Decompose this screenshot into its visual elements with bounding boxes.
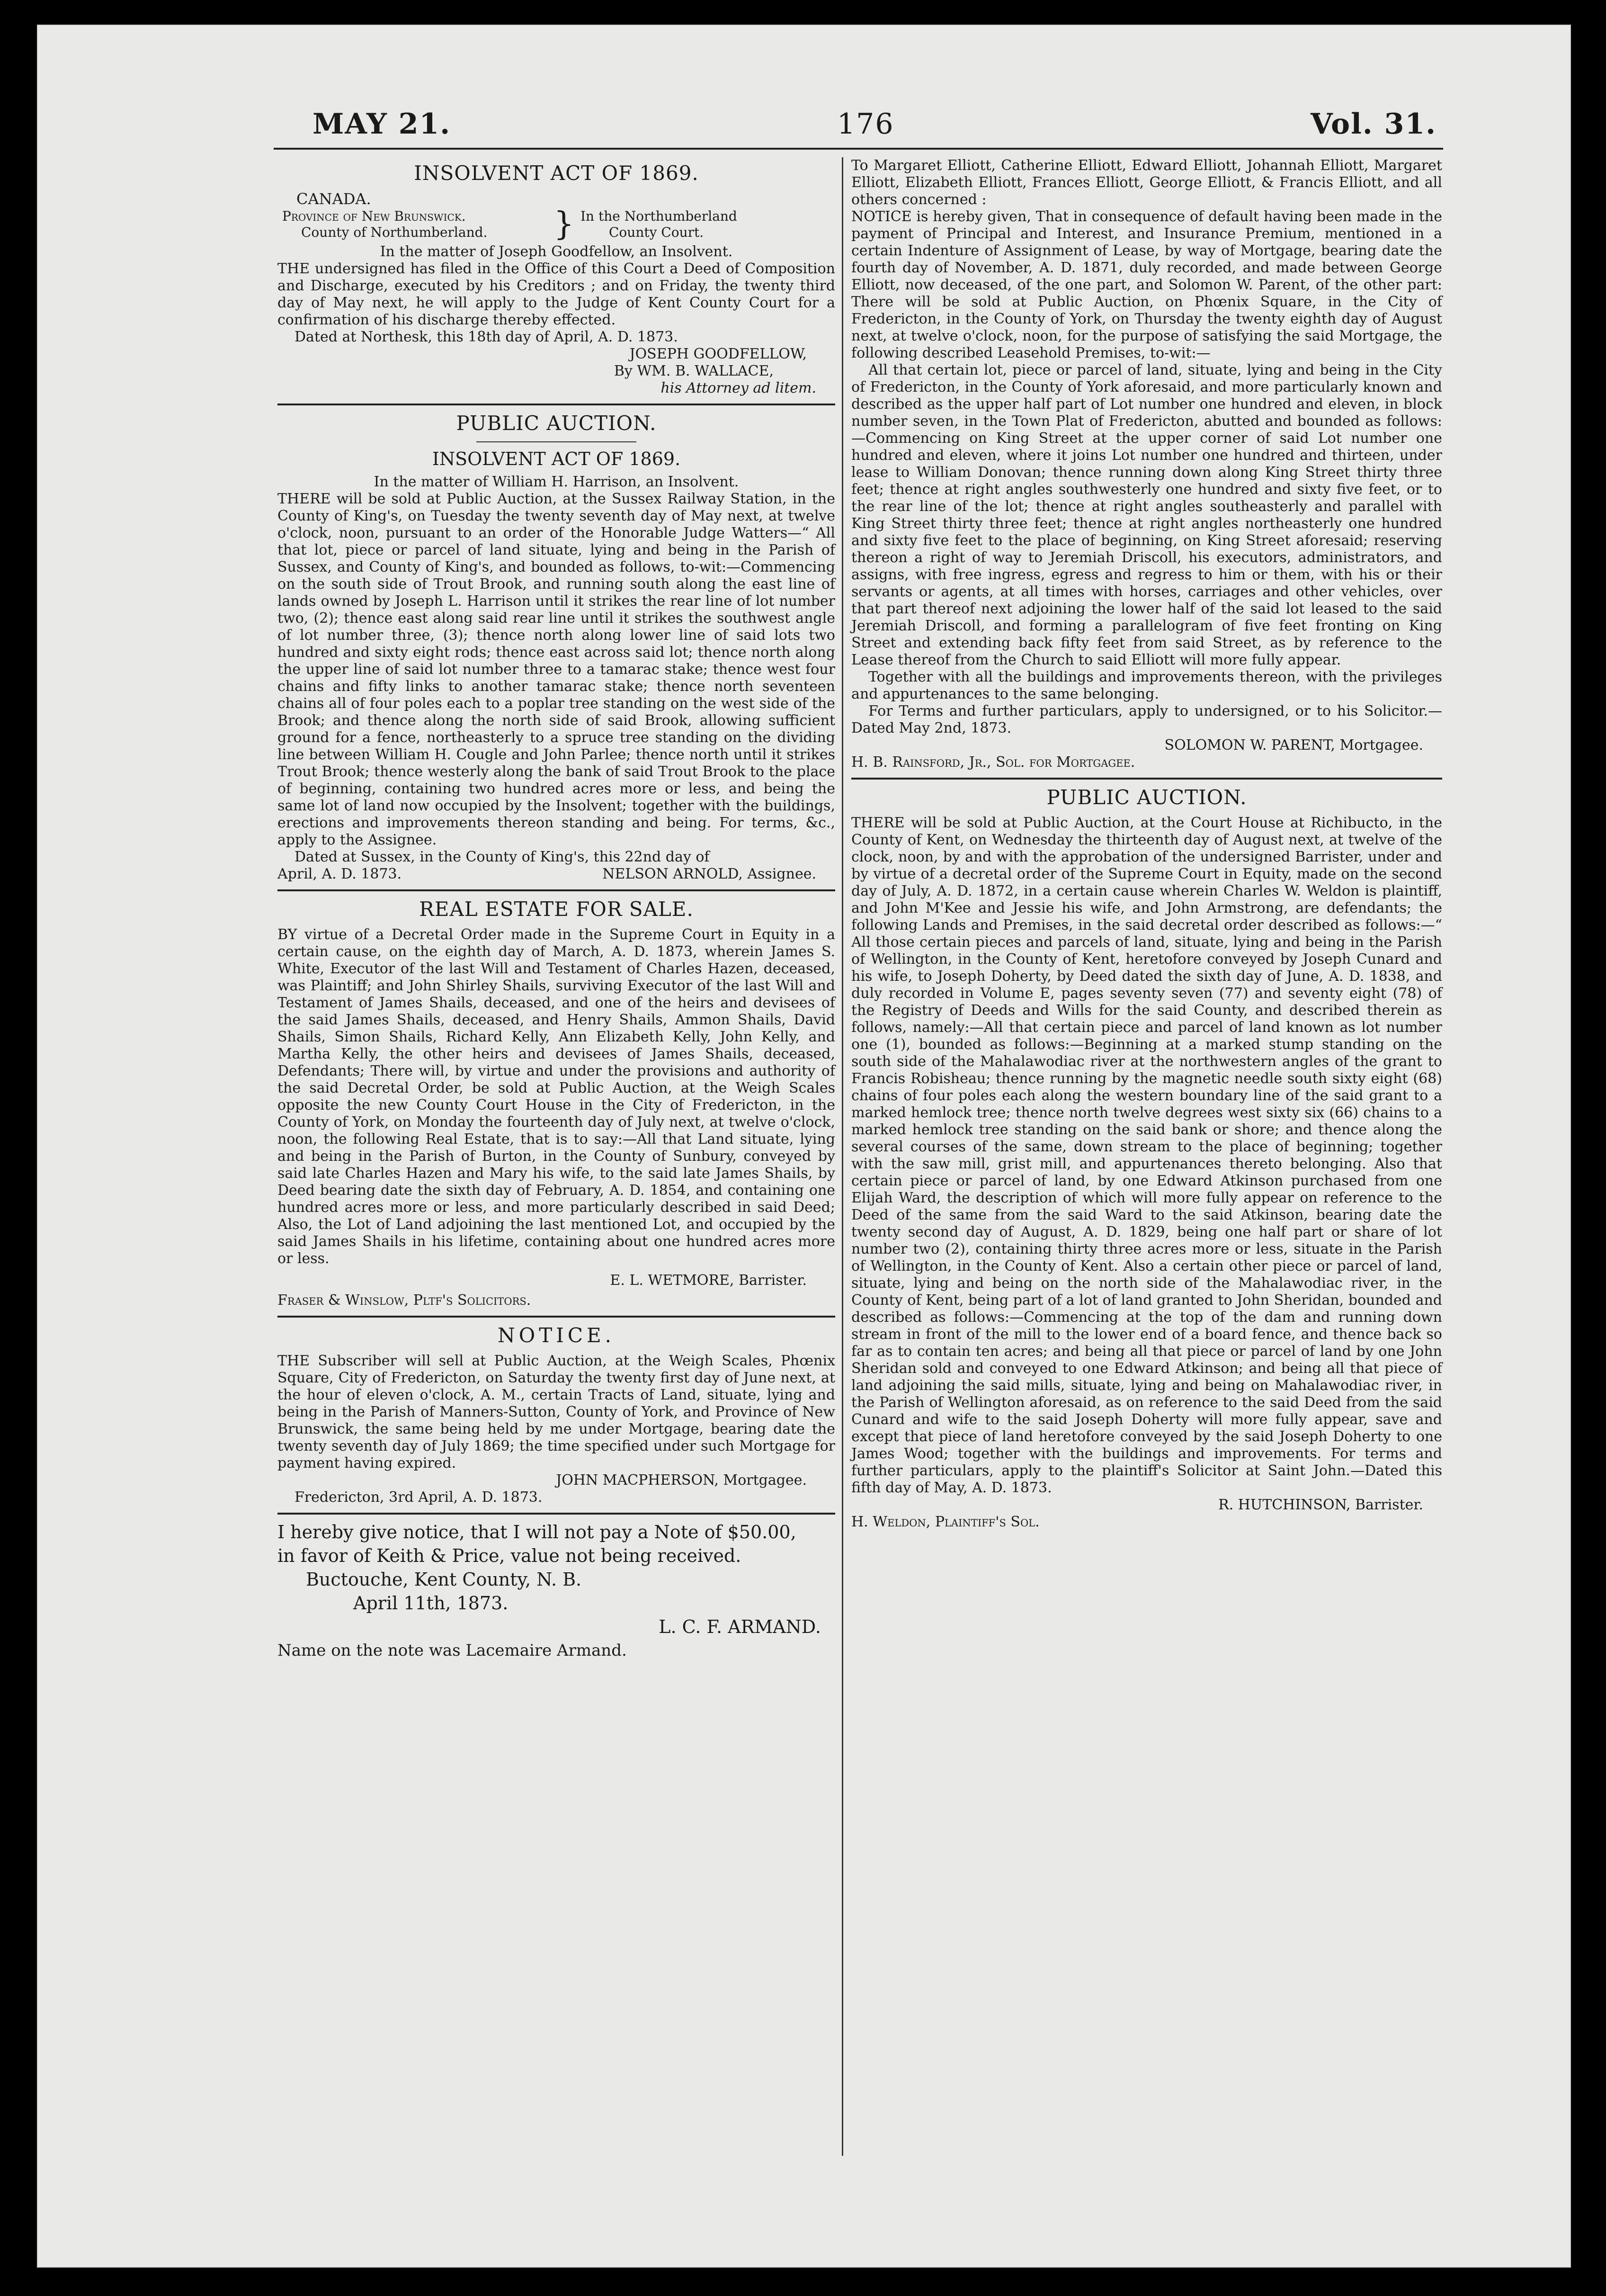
court-name: In the Northumberland [580,208,737,224]
barrister-signature: R. HUTCHINSON, Barrister. [1218,1497,1423,1513]
notice-body: NOTICE is hereby given, That in consequence of default having been made in the payment of Principal and Interest, and Insurance Premium, mentioned in a certain Indenture of Assignment of Lease, by way of Mortgage, bearing date the fourth day of November, A. D. 1871, duly recorded, and made between George Elliott, now deceased, of the one part, and Solomon W. Parent, of the other part: There will be sold at Public Auction, on Phœnix Square, in the City of Fredericton, in the County of York, on Thursday the twenty eighth day of August next, at twelve o'clock, noon, for the purpose of satisfying the said Mortgage, the following described Leasehold Premises, to-wit:— [851,208,1442,361]
court-type: County Court. [609,224,704,240]
page-number: 176 [837,108,894,141]
assignee-signature: NELSON ARNOLD, Assignee. [602,866,816,882]
left-column [277,157,835,1662]
jurisdiction-block [277,208,835,241]
section-rule [277,1316,835,1318]
notice-auction-harrison [277,411,835,883]
jurisdiction-province: Province of New Brunswick. [282,208,466,224]
notice-macpherson [277,1323,835,1506]
title-underline [476,441,636,442]
note-name-line: Name on the note was Lacemaire Armand. [277,1641,627,1660]
section-rule [277,1513,835,1515]
notice-date: April 11th, 1873. [353,1593,509,1614]
notice-body: THERE will be sold at Public Auction, at the Sussex Railway Station, in the County of King's, on Tuesday the twenty seventh day of May next, at twelve o'clock, noon, pursuant to an order of the Honorable Judge Watters—“ All that lot, piece or parcel of land situate, lying and being in the Parish of Sussex, and County of King's, and bounded as follows, to-wit:—Commencing on the south side of Trout Brook, and running south along the east line of lands owned by Joseph L. Harrison until it strikes the rear line of lot number two, (2); thence east along said rear line until it strikes the southwest angle of lot number three, (3); thence north along lower line of said lots two hundred and sixty eight rods; thence east across said lot; thence north along the upper line of said lot number three to a tamarac stake; thence west four chains and fifty links to another tamarac stake; thence north seventeen chains all of four poles each to a poplar tree standing on the west side of the Brook; and thence along the north side of said Brook, allowing sufficient ground for a fence, northeasterly to a spruce tree standing on the dividing line between William H. Cougle and John Parlee; thence north until it strikes Trout Brook; thence westerly along the bank of said Trout Brook to the place of beginning, containing two hundred acres more or less, and being the same lot of land now occupied by the Insolvent; together with the buildings, erections and improvements thereon standing and being. For terms, &c., apply to the Assignee. [277,491,835,848]
notice-real-estate [277,897,835,1309]
signature-role: his Attorney ad litem. [660,380,816,396]
notice-place: Buctouche, Kent County, N. B. [306,1569,582,1590]
notice-auction-weldon [851,785,1442,1531]
notice-body-4: For Terms and further particulars, apply to undersigned, or to his Solicitor.—Dated May 2nd, 1873. [851,703,1442,736]
notice-body: THE undersigned has filed in the Office of this Court a Deed of Composition and Discharge, executed by his Creditors ; and on Friday, the twenty third day of May next, he will apply to the Judge of Kent County Court for a confirmation of his discharge thereby effected. [277,260,835,328]
notice-line-1: I hereby give notice, that I will not pay a Note of $50.00, [277,1522,796,1543]
notice-body: THERE will be sold at Public Auction, at the Court House at Richibucto, in the County of Kent, on Wednesday the thirteenth day of August next, at twelve of the clock, noon, by and with the approbation of the undersigned Barrister, under and by virtue of a decretal order of the Supreme Court in Equity, made on the second day of July, A. D. 1872, in a certain cause wherein Charles W. Weldon is plaintiff, and John M'Kee and Jessie his wife, and John Armstrong, are defendants; the following Lands and Premises, in the said decretal order described as follows:—“ All those certain pieces and parcels of land, situate, lying and being in the Parish of Wellington, in the County of Kent, heretofore conveyed by Joseph Cunard and his wife, to Joseph Doherty, by Deed dated the sixth day of June, A. D. 1838, and duly recorded in Volume E, pages seventy seven (77) and seventy eight (78) of the Registry of Deeds and Wills for the said County, and described therein as follows, namely:—All that certain piece and parcel of land known as lot number one (1), bounded as follows:—Beginning at a marked stump standing on the south side of the Mahalawodiac river at the northwestern angles of the grant to Francis Robisheau; thence running by the magnetic needle south sixty eight (68) chains of four poles each along the western boundary line of the said grant to a marked hemlock tree; thence north twelve degrees west sixty six (66) chains to a marked hemlock tree standing on the said bank or shore; and thence along the several courses of the same, down stream to the place of beginning; together with the saw mill, grist mill, and appurtenances thereto belonging. Also that certain piece or parcel of land, by one Edward Atkinson purchased from one Elijah Ward, the description of which will more fully appear on reference to the Deed of the same from the said Ward to the said Atkinson, bearing date the twenty second day of August, A. D. 1829, being one half part or share of lot number two (2), containing thirty three acres more or less, situate in the Parish of Wellington, in the County of Kent. Also a certain other piece or parcel of land, situate, lying and being on the north side of the Mahalawodiac river, in the County of Kent, being part of a lot of land granted to John Sheridan, bounded and described as follows:—Commencing at the top of the dam and running down stream in front of the mill to the lower end of a board fence, and thence back so far as to contain ten acres; and being all that piece or parcel of land by one John Sheridan sold and conveyed to one Edward Atkinson; and being all that piece of land adjoining the said mills, situate, lying and being on Mahalawodiac river, in the Parish of Wellington aforesaid, as on reference to the said Deed from the said Cunard and wife to the said Joseph Doherty will more fully appear, save and except that piece of land heretofore conveyed by the said Joseph Doherty to one James Wood; together with the buildings and improvements. For terms and further particulars, apply to the plaintiff's Solicitor at Saint John.—Dated this fifth day of May, A. D. 1873. [851,815,1442,1496]
dated-line: Dated at Sussex, in the County of King's, this 22nd day of [294,849,710,865]
jurisdiction-country: CANADA. [296,190,371,208]
addressees: To Margaret Elliott, Catherine Elliott, Edward Elliott, Johannah Elliott, Margaret Elliott, Elizabeth Elliott, Frances Elliott, George Elliott, & Francis Elliott, and all others concerned : [851,157,1442,208]
dated-line: Fredericton, 3rd April, A. D. 1873. [294,1489,543,1506]
notice-body-2: All that certain lot, piece or parcel of land, situate, lying and being in the City of Fredericton, in the County of York aforesaid, and more particularly known and described as the upper half part of Lot number one hundred and eleven, in block number seven, in the Town Plat of Fredericton, abutted and bounded as follows:—Commencing on King Street at the upper corner of said Lot number one hundred and eleven, where it joins Lot number one hundred and thirteen, under lease to William Donovan; thence running down along King Street thirty three feet; thence at right angles southwesterly one hundred and sixty five feet, or to the rear line of the lot; thence at right angles southeasterly and parallel with King Street thirty three feet; thence at right angles northeasterly one hundred and sixty five feet to the place of beginning, on King Street aforesaid; reserving thereon a right of way to Jeremiah Driscoll, his executors, administrators, and assigns, with free ingress, egress and regress to him or them, with his or their servants or agents, at all times with horses, carriages and other vehicles, over that part thereof next adjoining the lower half of the said lot leased to the said Jeremiah Driscoll, and forming a parallelogram of five feet fronting on King Street and extending back fifty feet from said Street, as by reference to the Lease thereof from the Church to said Elliott will more fully appear. [851,362,1442,668]
newspaper-page [37,25,1571,2268]
notice-title: INSOLVENT ACT OF 1869. [414,161,699,185]
notice-body-3: Together with all the buildings and improvements thereon, with the privileges and appurtenances to the same belonging. [851,669,1442,702]
matter-line: In the matter of Joseph Goodfellow, an Insolvent. [380,243,733,260]
matter-line: In the matter of William H. Harrison, an Insolvent. [374,474,739,490]
solicitor-line: H. B. Rainsford, Jr., Sol. for Mortgagee. [851,754,1135,771]
mortgagee-signature: SOLOMON W. PARENT, Mortgagee. [1164,737,1423,753]
jurisdiction-county: County of Northumberland. [301,224,488,240]
solicitors-line: Fraser & Winslow, Pltf's Solicitors. [277,1292,531,1309]
header-rule [274,148,1443,150]
volume-number: Vol. 31. [1311,108,1437,141]
dated-signature-row [277,866,835,883]
solicitor-line: H. Weldon, Plaintiff's Sol. [851,1514,1040,1530]
mortgagee-signature: JOHN MACPHERSON, Mortgagee. [556,1472,807,1489]
notice-elliott-mortgage [851,157,1442,771]
issue-date: MAY 21. [312,108,451,141]
signature-name: JOSEPH GOODFELLOW, [629,346,807,362]
notice-line-2: in favor of Keith & Price, value not being received. [277,1545,741,1566]
notice-body: THE Subscriber will sell at Public Auction, at the Weigh Scales, Phœnix Square, City of Fredericton, on Saturday the twenty first day of June next, at the hour of eleven o'clock, A. M., certain Tracts of Land, situate, lying and being in the Parish of Manners-Sutton, County of York, and Province of New Brunswick, the same being held by me under Mortgage, bearing date the twenty seventh day of July 1869; the time specified under such Mortgage for payment having expired. [277,1353,835,1471]
dated-line: Dated at Northesk, this 18th day of April, A. D. 1873. [294,329,678,345]
section-rule [277,889,835,891]
armand-signature: L. C. F. ARMAND. [659,1616,821,1637]
notice-body: BY virtue of a Decretal Order made in the Supreme Court in Equity in a certain cause, on the eighth day of March, A. D. 1873, wherein James S. White, Executor of the last Will and Testament of Charles Hazen, deceased, was Plaintiff; and John Shirley Shails, surviving Executor of the last Will and Testament of James Shails, deceased, and one of the heirs and devisees of the said James Shails, deceased, and Henry Shails, Ammon Shails, David Shails, Simon Shails, Richard Kelly, Ann Elizabeth Kelly, John Kelly, and Martha Kelly, the other heirs and devisees of James Shails, deceased, Defendants; There will, by virtue and under the provisions and authority of the said Decretal Order, be sold at Public Auction, at the Weigh Scales opposite the new County Court House in the City of Fredericton, in the County of York, on Monday the fourteenth day of July next, at twelve o'clock, noon, the following Real Estate, that is to say:—All that Land situate, lying and being in the Parish of Burton, in the County of Sunbury, conveyed by said late Charles Hazen and Mary his wife, to the said late James Shails, by Deed bearing date the sixth day of February, A. D. 1854, and containing one hundred acres more or less, and more particularly described in said Deed; Also, the Lot of Land adjoining the last mentioned Lot, and occupied by the said James Shails in his lifetime, containing about one hundred acres more or less. [277,926,835,1267]
notice-insolvent-goodfellow [277,161,835,397]
notice-title: PUBLIC AUCTION. [1046,786,1247,809]
column-divider [842,157,843,2156]
dated-line-cont: April, A. D. 1873. [277,866,402,882]
notice-title: REAL ESTATE FOR SALE. [419,897,694,921]
barrister-signature: E. L. WETMORE, Barrister. [610,1272,807,1289]
section-rule [277,404,835,405]
brace: } [553,206,574,243]
section-rule [851,778,1442,780]
right-column [851,157,1442,1531]
notice-title: PUBLIC AUCTION. [456,412,657,435]
signature-attorney: By WM. B. WALLACE, [614,363,774,379]
notice-subtitle: INSOLVENT ACT OF 1869. [432,448,681,469]
notice-armand [277,1520,835,1662]
notice-title: NOTICE. [498,1324,615,1347]
